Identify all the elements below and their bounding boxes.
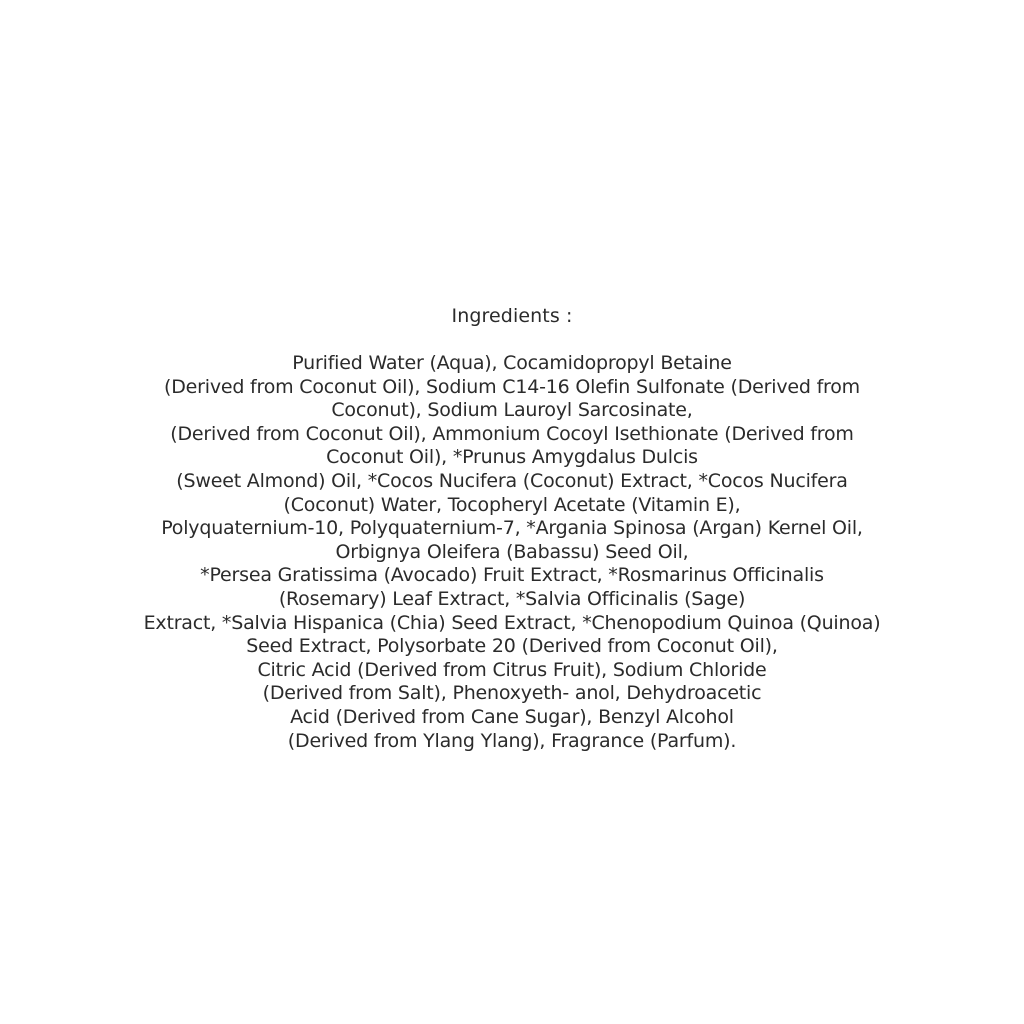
ingredients-line: (Derived from Salt), Phenoxyeth- anol, Dehydroacetic <box>262 682 762 705</box>
ingredients-line: Coconut), Sodium Lauroyl Sarcosinate, <box>331 399 693 422</box>
ingredients-line: (Derived from Coconut Oil), Ammonium Cocoyl Isethionate (Derived from <box>170 422 854 445</box>
ingredients-line: Acid (Derived from Cane Sugar), Benzyl Alcohol <box>290 705 734 728</box>
ingredients-list <box>0 352 1024 753</box>
ingredients-heading: Ingredients : <box>451 305 573 327</box>
ingredients-block <box>0 304 1024 753</box>
ingredients-line: Seed Extract, Polysorbate 20 (Derived from Coconut Oil), <box>246 635 778 658</box>
ingredients-line: Polyquaternium-10, Polyquaternium-7, *Argania Spinosa (Argan) Kernel Oil, <box>161 517 863 540</box>
ingredients-line: Purified Water (Aqua), Cocamidopropyl Betaine <box>292 352 732 374</box>
ingredients-line: Citric Acid (Derived from Citrus Fruit), Sodium Chloride <box>257 658 767 681</box>
ingredients-line: (Derived from Ylang Ylang), Fragrance (Parfum). <box>287 729 737 752</box>
ingredients-line: (Rosemary) Leaf Extract, *Salvia Officinalis (Sage) <box>278 587 746 610</box>
ingredients-line: *Persea Gratissima (Avocado) Fruit Extract, *Rosmarinus Officinalis <box>200 564 824 587</box>
ingredients-line: Orbignya Oleifera (Babassu) Seed Oil, <box>335 540 689 563</box>
ingredients-line: (Derived from Coconut Oil), Sodium C14-16 Olefin Sulfonate (Derived from <box>164 375 860 398</box>
ingredients-line: Extract, *Salvia Hispanica (Chia) Seed Extract, *Chenopodium Quinoa (Quinoa) <box>143 611 881 634</box>
ingredients-line: Coconut Oil), *Prunus Amygdalus Dulcis <box>326 446 698 469</box>
ingredients-line: (Sweet Almond) Oil, *Cocos Nucifera (Coconut) Extract, *Cocos Nucifera <box>176 469 848 492</box>
ingredients-line: (Coconut) Water, Tocopheryl Acetate (Vitamin E), <box>283 493 741 516</box>
